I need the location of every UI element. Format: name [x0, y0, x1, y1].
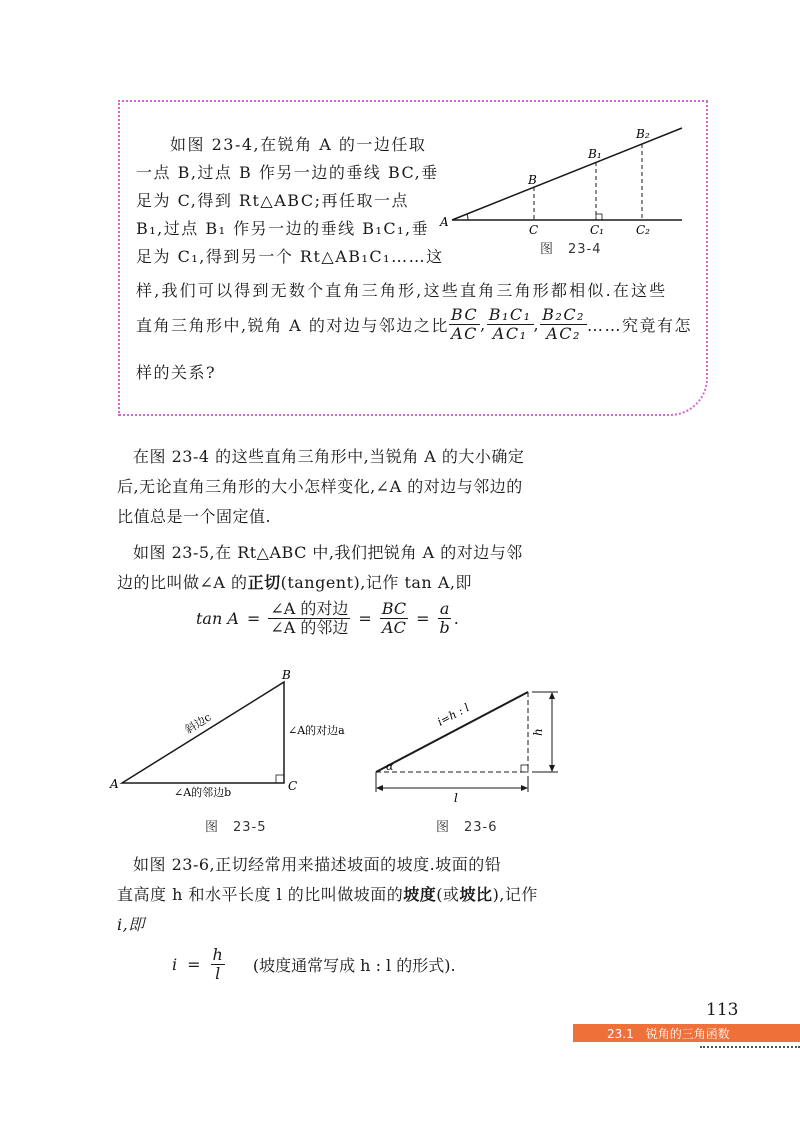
formula1-f1-den: ∠A 的邻边: [270, 618, 349, 638]
explore-line-7-tail: ……究竟有怎: [586, 316, 692, 336]
explore-line-8: 样的关系?: [136, 363, 217, 382]
fig236-slope-line: [376, 692, 528, 772]
fig234-label-B2: B₂: [636, 127, 650, 141]
figure-23-6: [366, 680, 566, 805]
para3-line-2: [117, 882, 538, 905]
para2-line-1: 如图 23-5,在 Rt△ABC 中,我们把锐角 A 的对边与邻: [133, 543, 523, 562]
fig234-right-angle: [596, 214, 602, 220]
explore-line-6: 样,我们可以得到无数个直角三角形,这些直角三角形都相似.在这些: [136, 281, 668, 300]
ratio-1-numerator: BC: [450, 305, 479, 324]
fig236-slope-label: i=h : l: [435, 701, 472, 729]
formula1-eq-3: =: [416, 609, 430, 629]
fig235-caption: 图 23-5: [205, 820, 267, 835]
term-slope-ratio: 坡比: [459, 885, 493, 904]
explore-line-2: 一点 B,过点 B 作另一边的垂线 BC,垂: [136, 163, 439, 182]
page-number: 113: [706, 1000, 739, 1020]
fig234-label-B: B: [528, 173, 537, 187]
fig236-caption: 图 23-6: [436, 820, 498, 835]
fig235-label-C: C: [288, 779, 298, 793]
fig234-label-C1: C₁: [590, 223, 604, 237]
fig234-ray-line: [452, 128, 682, 220]
slope-formula: [172, 946, 456, 984]
explore-line-1: 如图 23-4,在锐角 A 的一边任取: [170, 135, 427, 154]
fig236-right-angle: [521, 765, 528, 772]
ratio-fraction-3: [540, 306, 587, 344]
fig234-label-C2: C₂: [636, 223, 650, 237]
figure-23-5: [108, 668, 368, 798]
ratio-1-denominator: AC: [451, 324, 478, 344]
fig235-right-angle: [276, 775, 284, 783]
formula1-fraction-letters: [438, 600, 452, 638]
fig236-alpha-label: α: [386, 760, 394, 773]
para3-line-3: i,即: [117, 915, 145, 934]
formula1-f3-num: a: [439, 599, 450, 618]
formula2-note: (坡度通常写成 h : l 的形式).: [252, 956, 456, 976]
section-title: 23.1 锐角的三角函数: [607, 1027, 730, 1041]
tangent-formula: [196, 600, 459, 638]
fig234-label-C: C: [529, 223, 539, 237]
ratio-3-denominator: AC₂: [546, 324, 581, 344]
section-banner: [573, 1024, 800, 1042]
fig236-h-arrow-bottom: [549, 765, 555, 772]
ratio-2-denominator: AC₁: [492, 324, 528, 344]
formula1-fraction-words: [268, 600, 350, 638]
formula2-num: h: [212, 945, 223, 964]
para3-line-1: 如图 23-6,正切经常用来描述坡面的坡度.坡面的铅: [133, 855, 502, 874]
para2-line-2-pre: 边的比叫做∠A 的: [117, 573, 248, 592]
formula2-den: l: [215, 964, 221, 984]
formula1-f1-num: ∠A 的对边: [270, 599, 349, 618]
ratio-fraction-1: [449, 306, 480, 344]
fig235-label-B: B: [282, 668, 291, 682]
explore-line-7-text: 直角三角形中,锐角 A 的对边与邻边之比: [136, 316, 449, 336]
para1-line-2: 后,无论直角三角形的大小怎样变化,∠A 的对边与邻边的: [117, 477, 523, 496]
formula1-f2-den: AC: [382, 618, 406, 638]
fig235-label-A: A: [110, 777, 119, 791]
fig235-opp-label: ∠A的对边a: [288, 724, 345, 737]
para2-line-2-post: (tangent),记作 tan A,即: [280, 573, 472, 592]
ratio-3-numerator: B₂C₂: [542, 305, 585, 324]
ratio-2-numerator: B₁C₁: [488, 305, 532, 324]
explore-line-5: 足为 C₁,得到另一个 Rt△AB₁C₁……这: [136, 247, 444, 266]
para3-line-2-pre: 直高度 h 和水平长度 l 的比叫做坡面的: [117, 885, 404, 904]
fig235-adj-label: ∠A的邻边b: [174, 786, 232, 798]
fig235-hyp-label: 斜边c: [182, 710, 214, 737]
formula1-lhs: tan A: [196, 609, 239, 629]
footer-dotted-rule: [700, 1046, 800, 1048]
fig235-triangle: [122, 682, 284, 783]
ratio-fraction-2: [487, 306, 534, 344]
fig234-angle-arc: [467, 214, 468, 220]
term-slope: 坡度: [403, 885, 437, 904]
para1-line-1: 在图 23-4 的这些直角三角形中,当锐角 A 的大小确定: [133, 447, 525, 466]
formula1-period: .: [453, 609, 459, 629]
formula1-f3-den: b: [439, 618, 450, 638]
fig234-label-B1: B₁: [588, 147, 602, 161]
term-tangent: 正切: [247, 573, 281, 592]
formula2-fraction: [211, 946, 225, 984]
para3-line-2-post: ),记作: [492, 885, 538, 904]
fig236-l-label: l: [454, 791, 458, 805]
para3-line-2-mid: (或: [436, 885, 460, 904]
formula1-eq-2: =: [358, 609, 372, 629]
fig236-h-label: h: [531, 728, 545, 736]
explore-line-7: 直角三角形中,锐角 A 的对边与邻边之比 $\frac{BC}{AC}$ , $\frac{\text{B₁C₁}}{\text{AC₁}}$ , $\frac{\text{B₂C₂}}{\text{AC₂}}$ ……究竟有怎: [136, 305, 692, 344]
fig236-l-arrow-left: [376, 785, 383, 791]
para2-line-2: [117, 570, 472, 593]
explore-line-4: B₁,过点 B₁ 作另一边的垂线 B₁C₁,垂: [136, 219, 430, 238]
formula2-lhs: i: [172, 955, 178, 975]
formula2-eq: =: [187, 955, 201, 975]
formula1-eq-1: =: [246, 609, 261, 629]
formula1-f2-num: BC: [381, 599, 407, 618]
fig234-label-A: A: [440, 215, 449, 229]
explore-line-3: 足为 C,得到 Rt△ABC;再任取一点: [136, 191, 409, 210]
fig236-h-arrow-top: [549, 692, 555, 699]
para1-line-3: 比值总是一个固定值.: [117, 507, 272, 526]
fig236-l-arrow-right: [521, 785, 528, 791]
fig234-caption: 图 23-4: [540, 242, 602, 257]
formula1-fraction-sides: [380, 600, 408, 638]
